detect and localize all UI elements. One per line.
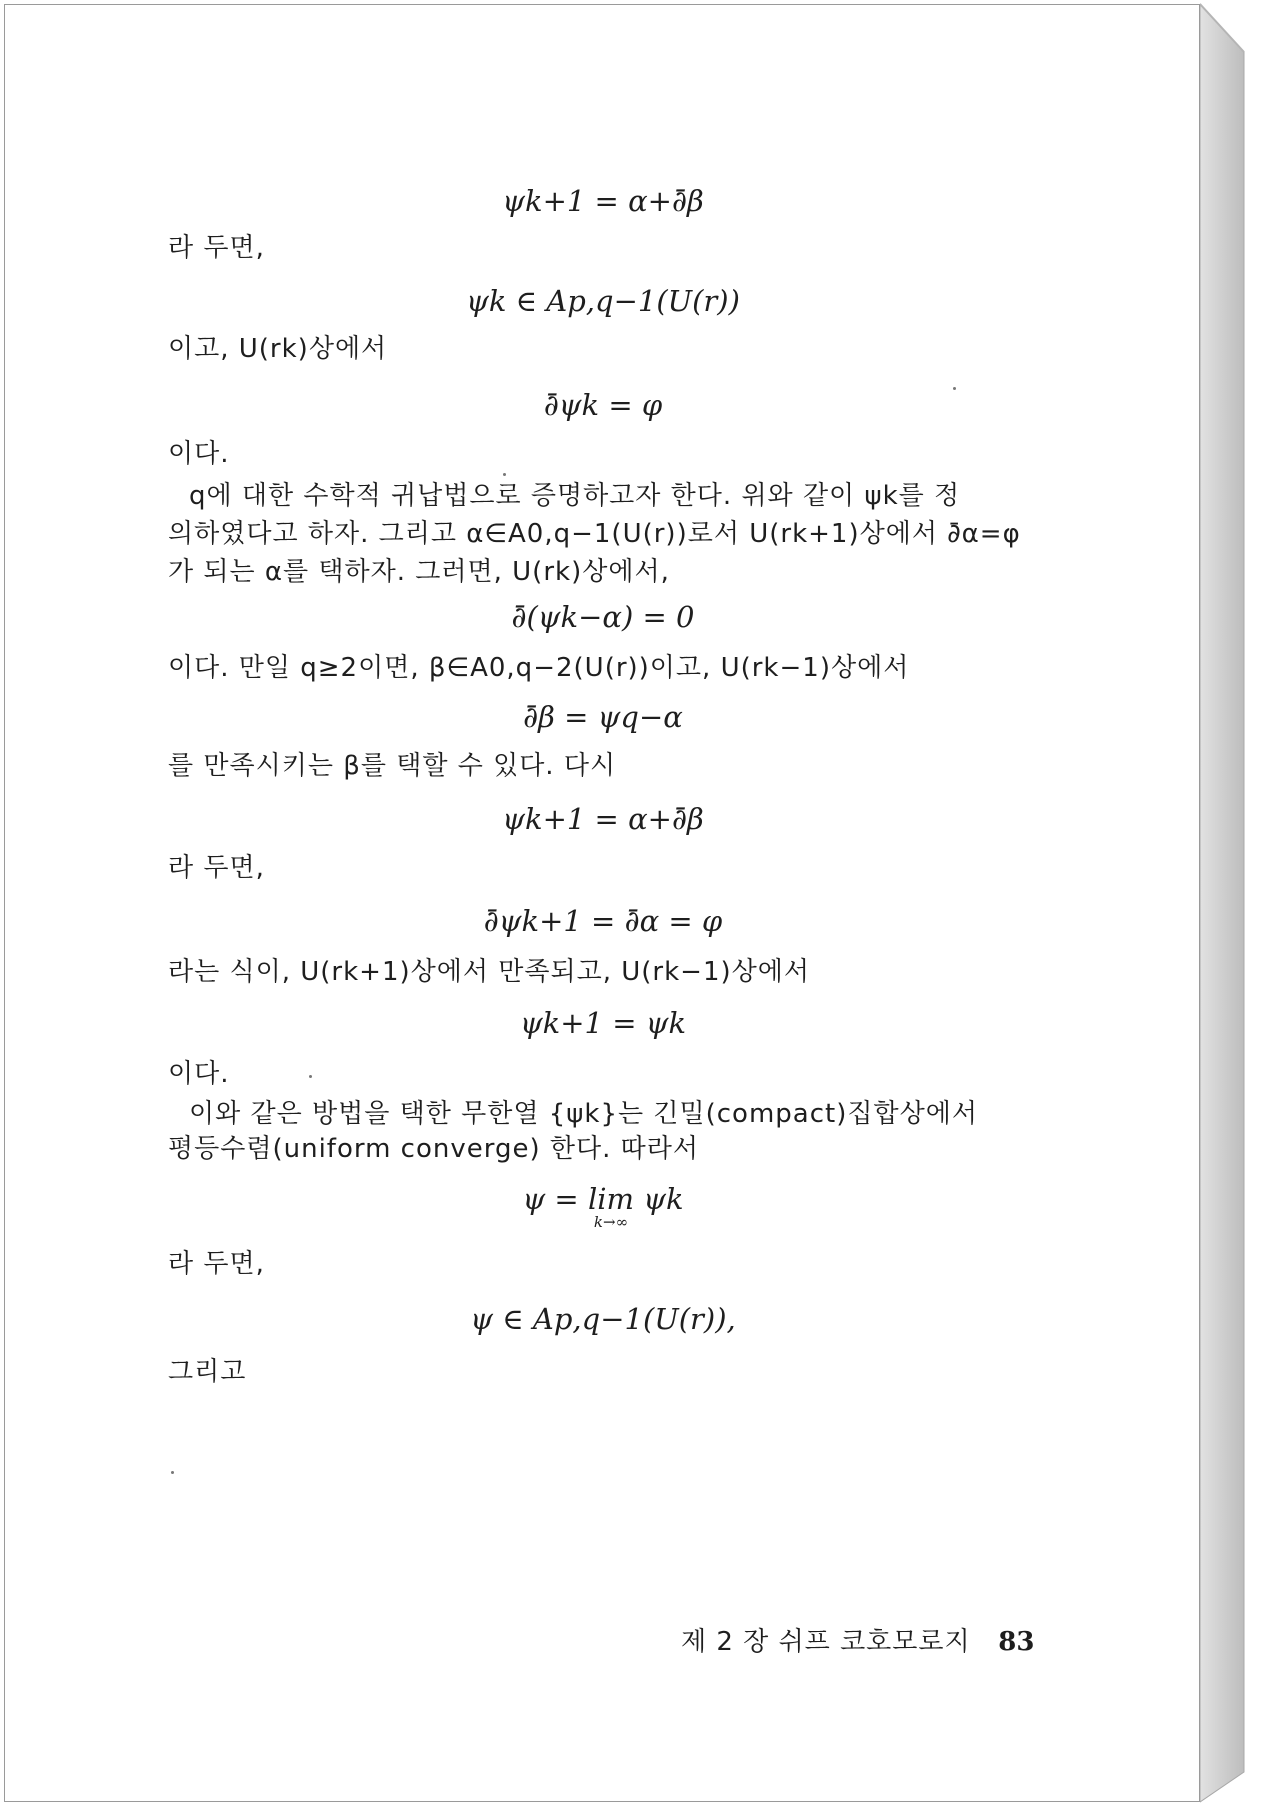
text-line: 그리고 — [168, 1357, 247, 1387]
limit-subscript: k→∞ — [593, 1213, 629, 1231]
paragraph-line: 의하였다고 하자. 그리고 α∈A0,q−1(U(r))로서 U(rk+1)상에서 ∂̄α=φ — [168, 519, 1021, 549]
page-number: 83 — [998, 1627, 1035, 1657]
text-line: 라는 식이, U(rk+1)상에서 만족되고, U(rk−1)상에서 — [168, 957, 810, 987]
running-header-chapter: 제 2 장 쉬프 코호모로지 — [681, 1627, 971, 1657]
equation-dbar-difference: ∂̄(ψk−α) = 0 — [511, 600, 695, 634]
paper-speck — [503, 473, 506, 476]
equation-dbar-psi-k: ∂̄ψk = φ — [543, 388, 663, 422]
text-line: 를 만족시키는 β를 택할 수 있다. 다시 — [168, 751, 617, 781]
equation-psi-k-plus-1-repeat: ψk+1 = α+∂̄β — [502, 802, 704, 836]
equation-psi-limit: ψ = lim ψk — [522, 1182, 684, 1216]
text-line: 이고, U(rk)상에서 — [168, 334, 388, 364]
equation-psi-k-plus-1: ψk+1 = α+∂̄β — [502, 184, 704, 218]
text-line: 라 두면, — [168, 233, 265, 263]
equation-psi-membership: ψ ∈ Ap,q−1(U(r)), — [470, 1302, 736, 1336]
page-footer — [681, 1621, 1034, 1658]
paragraph-line: q에 대한 수학적 귀납법으로 증명하고자 한다. 위와 같이 ψk를 정 — [189, 481, 961, 511]
paragraph-line: 이와 같은 방법을 택한 무한열 {ψk}는 긴밀(compact)집합상에서 — [189, 1099, 978, 1129]
text-line: 이다. — [168, 1059, 230, 1089]
book-edge-3d — [1200, 0, 1281, 1806]
book-page — [4, 4, 1200, 1802]
text-line: 라 두면, — [168, 853, 265, 883]
paper-speck — [309, 1075, 312, 1078]
paper-speck — [171, 1471, 174, 1474]
equation-dbar-beta: ∂̄β = ψq−α — [523, 700, 683, 734]
text-line: 이다. — [168, 439, 230, 469]
equation-psi-equal: ψk+1 = ψk — [519, 1006, 687, 1040]
equation-dbar-psi-alpha-phi: ∂̄ψk+1 = ∂̄α = φ — [483, 904, 723, 938]
paper-speck — [953, 387, 956, 390]
paragraph-line: 평등수렴(uniform converge) 한다. 따라서 — [168, 1134, 699, 1164]
text-line: 라 두면, — [168, 1249, 265, 1279]
paragraph-line: 가 되는 α를 택하자. 그러면, U(rk)상에서, — [168, 557, 670, 587]
equation-psi-k-membership: ψk ∈ Ap,q−1(U(r)) — [466, 284, 740, 318]
text-line: 이다. 만일 q≥2이면, β∈A0,q−2(U(r))이고, U(rk−1)상에서 — [168, 653, 910, 683]
